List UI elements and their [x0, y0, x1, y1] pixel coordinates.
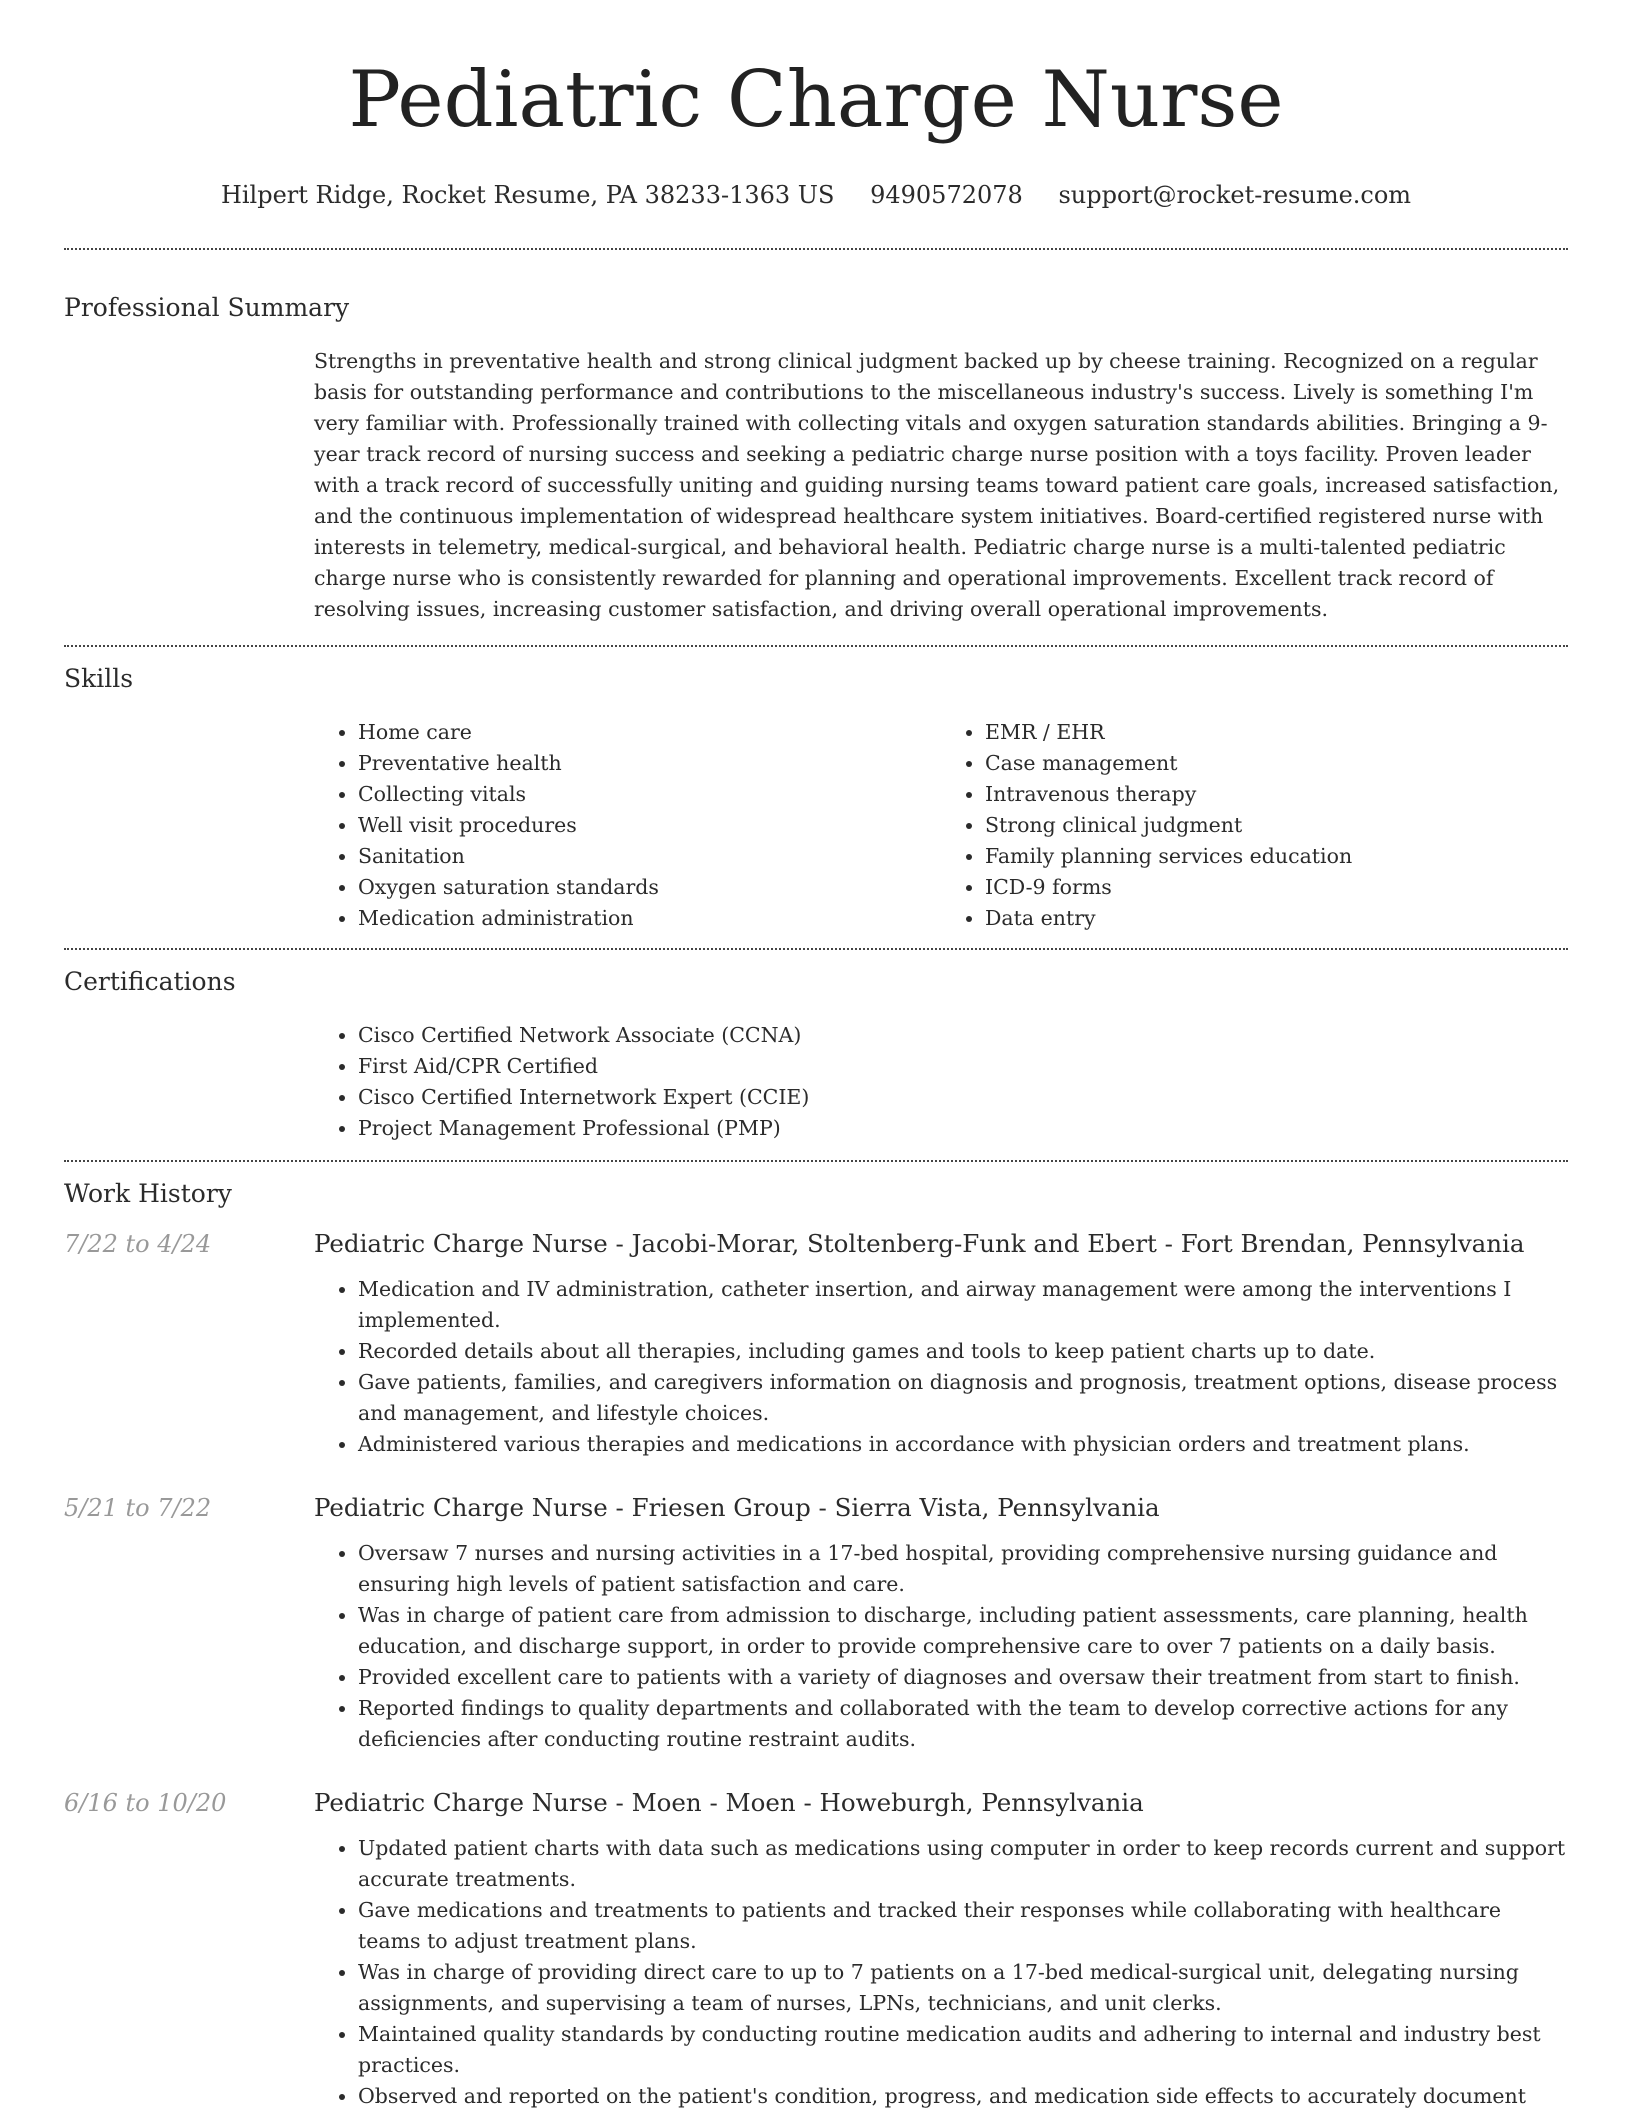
skill-item: • Strong clinical judgment	[985, 810, 1568, 841]
job-dates: 6/16 to 10/20	[64, 1789, 227, 1817]
job-details	[314, 1228, 1568, 1460]
skills-list-right	[941, 717, 1568, 934]
skill-item: • Oxygen saturation standards	[358, 872, 941, 903]
job-dates: 5/21 to 7/22	[64, 1494, 212, 1522]
certifications-list	[314, 1020, 1568, 1144]
job-bullet: • Recorded details about all therapies, including games and tools to keep patient charts up to date.	[358, 1336, 1568, 1367]
job-details	[314, 1787, 1568, 2112]
job-bullet: • Was in charge of providing direct care to up to 7 patients on a 17-bed medical-surgical unit, delegating nursing assignments, and supervising a team of nurses, LPNs, technicians, and unit clerks.	[358, 1957, 1568, 2019]
skill-item: • EMR / EHR	[985, 717, 1568, 748]
job-entry	[64, 1228, 1568, 1460]
job-details	[314, 1492, 1568, 1755]
skills-columns	[314, 717, 1568, 934]
skill-item: • Case management	[985, 748, 1568, 779]
contact-line	[64, 180, 1568, 210]
certification-item: • Project Management Professional (PMP)	[358, 1113, 1568, 1144]
skill-item: • ICD-9 forms	[985, 872, 1568, 903]
certifications-list-wrap	[314, 1020, 1568, 1144]
job-bullet: • Was in charge of patient care from admission to discharge, including patient assessments, care planning, health education, and discharge support, in order to provide comprehensive care to over 7 patients on a daily basis.	[358, 1600, 1568, 1662]
certifications-heading: Certifications	[64, 967, 236, 996]
certification-item: • Cisco Certified Internetwork Expert (CCIE)	[358, 1082, 1568, 1113]
job-bullet: • Medication and IV administration, catheter insertion, and airway management were among the interventions I implemented.	[358, 1274, 1568, 1336]
skill-item: • Collecting vitals	[358, 779, 941, 810]
skill-item: • Medication administration	[358, 903, 941, 934]
skill-item: • Family planning services education	[985, 841, 1568, 872]
candidate-name: Pediatric Charge Nurse	[348, 55, 1284, 145]
certification-item: • First Aid/CPR Certified	[358, 1051, 1568, 1082]
work-history-heading: Work History	[64, 1179, 232, 1208]
job-entry	[64, 1787, 1568, 2112]
job-entry	[64, 1492, 1568, 1755]
skill-item: • Home care	[358, 717, 941, 748]
contact-phone: 9490572078	[870, 181, 1023, 209]
contact-address: Hilpert Ridge, Rocket Resume, PA 38233-1363 US	[220, 181, 835, 209]
skills-heading: Skills	[64, 664, 134, 693]
skill-item: • Sanitation	[358, 841, 941, 872]
job-bullet: • Gave patients, families, and caregivers information on diagnosis and prognosis, treatment options, disease process and management, and lifestyle choices.	[358, 1367, 1568, 1429]
skill-item: • Intravenous therapy	[985, 779, 1568, 810]
divider	[64, 248, 1568, 250]
job-bullet: • Updated patient charts with data such as medications using computer in order to keep records current and support accurate treatments.	[358, 1833, 1568, 1895]
job-bullets	[314, 1833, 1568, 2112]
skill-item: • Data entry	[985, 903, 1568, 934]
summary-heading: Professional Summary	[64, 293, 350, 322]
job-bullet: • Administered various therapies and medications in accordance with physician orders and treatment plans.	[358, 1429, 1568, 1460]
job-bullet: • Observed and reported on the patient's condition, progress, and medication side effects to accurately document	[358, 2081, 1568, 2112]
skills-list-left	[314, 717, 941, 934]
job-bullet: • Provided excellent care to patients with a variety of diagnoses and oversaw their treatment from start to finish.	[358, 1662, 1568, 1693]
summary-section	[64, 292, 1568, 625]
summary-text: Strengths in preventative health and strong clinical judgment backed up by cheese training. Recognized on a regular basis for outstanding performance and contributions to the miscellaneous industry's success. Lively is something I'm very familiar with. Professionally trained with collecting vitals and oxygen saturation standards abilities. Bringing a 9-year track record of nursing success and seeking a pediatric charge nurse position with a toys facility. Proven leader with a track record of successfully uniting and guiding nursing teams toward patient care goals, increased satisfaction, and the continuous implementation of widespread healthcare system initiatives. Board-certified registered nurse with interests in telemetry, medical-surgical, and behavioral health. Pediatric charge nurse is a multi-talented pediatric charge nurse who is consistently rewarded for planning and operational improvements. Excellent track record of resolving issues, increasing customer satisfaction, and driving overall operational improvements.	[314, 349, 1560, 621]
job-title: Pediatric Charge Nurse - Jacobi-Morar, Stoltenberg-Funk and Ebert - Fort Brendan, Pennsylvania	[314, 1229, 1525, 1258]
job-dates: 7/22 to 4/24	[64, 1230, 212, 1258]
divider	[64, 645, 1568, 647]
job-title: Pediatric Charge Nurse - Friesen Group - Sierra Vista, Pennsylvania	[314, 1493, 1160, 1522]
divider	[64, 1160, 1568, 1162]
skill-item: • Preventative health	[358, 748, 941, 779]
job-bullet: • Gave medications and treatments to patients and tracked their responses while collaborating with healthcare teams to adjust treatment plans.	[358, 1895, 1568, 1957]
divider	[64, 948, 1568, 950]
job-bullet: • Oversaw 7 nurses and nursing activities in a 17-bed hospital, providing comprehensive nursing guidance and ensuring high levels of patient satisfaction and care.	[358, 1538, 1568, 1600]
job-title: Pediatric Charge Nurse - Moen - Moen - Howeburgh, Pennsylvania	[314, 1788, 1144, 1817]
skills-section	[64, 663, 1568, 934]
work-history-section	[64, 1178, 1568, 2112]
job-bullets	[314, 1538, 1568, 1755]
job-bullet: • Maintained quality standards by conducting routine medication audits and adhering to internal and industry best practices.	[358, 2019, 1568, 2081]
job-bullets	[314, 1274, 1568, 1460]
skill-item: • Well visit procedures	[358, 810, 941, 841]
job-bullet: • Reported findings to quality departments and collaborated with the team to develop corrective actions for any deficiencies after conducting routine restraint audits.	[358, 1693, 1568, 1755]
contact-email: support@rocket-resume.com	[1058, 181, 1412, 209]
certifications-section	[64, 966, 1568, 1144]
certification-item: • Cisco Certified Network Associate (CCNA)	[358, 1020, 1568, 1051]
